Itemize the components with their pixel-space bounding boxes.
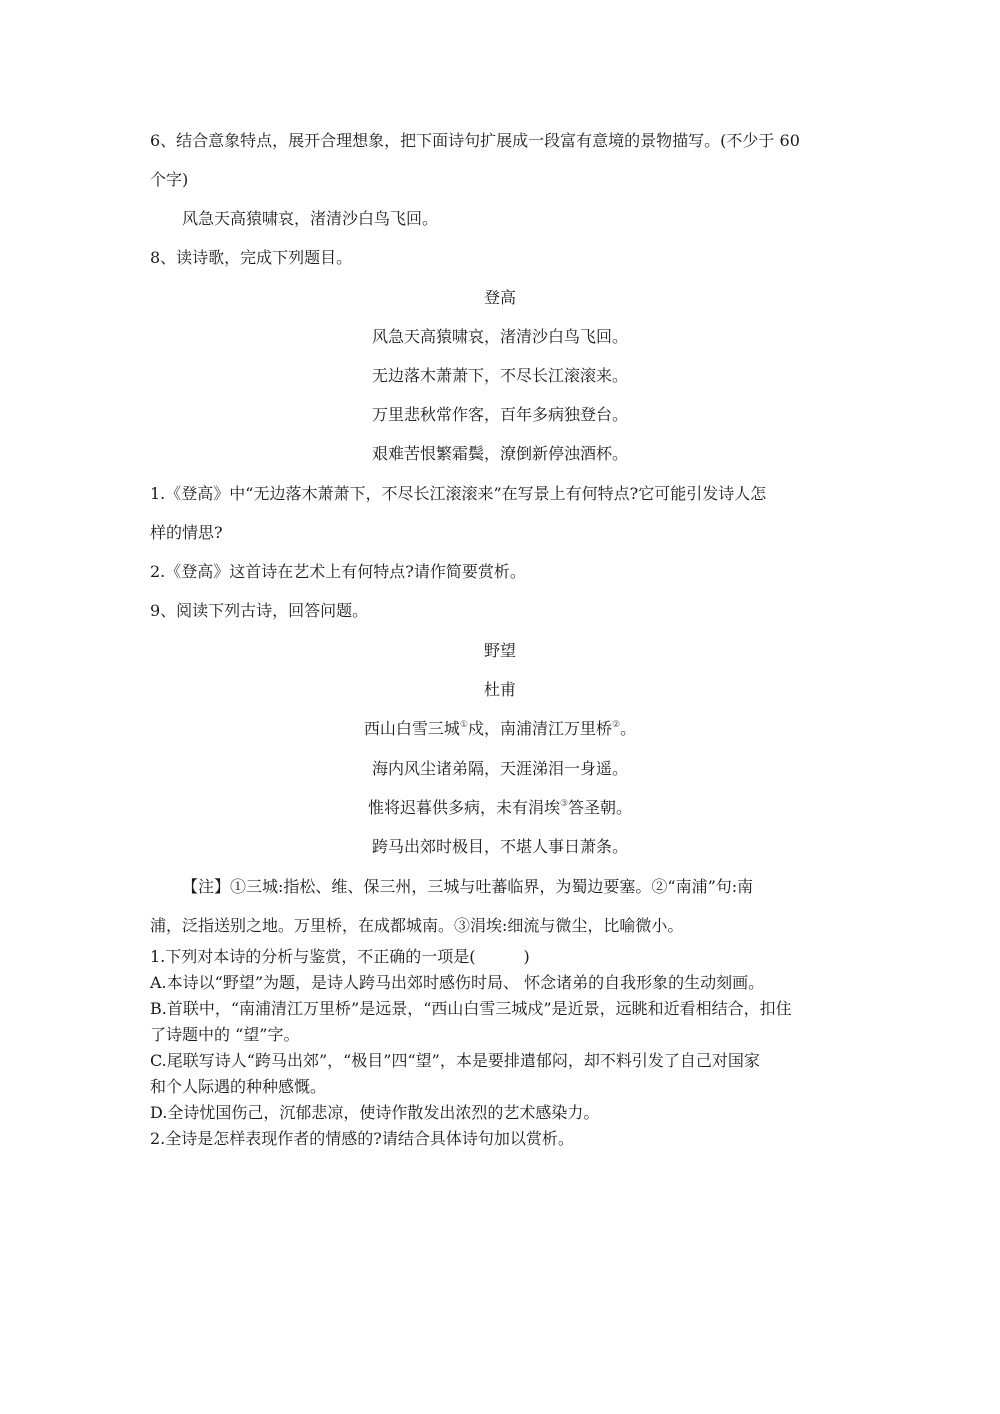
q9-poem-author: 杜甫 xyxy=(483,680,516,699)
q9-poem-line xyxy=(0,719,1000,739)
q9-poem-line: 跨马出郊时极目，不堪人事日萧条。 xyxy=(371,837,628,856)
option-b-line1: B.首联中，“南浦清江万里桥”是远景，“西山白雪三城戍”是近景，远眺和近看相结合，扣住 xyxy=(150,999,792,1018)
q8-prompt: 8、读诗歌，完成下列题目。 xyxy=(150,248,353,267)
option-d: D.全诗忧国伤己，沉郁悲凉，使诗作散发出浓烈的艺术感染力。 xyxy=(150,1103,600,1122)
q8-sub2: 2.《登高》这首诗在艺术上有何特点?请作简要赏析。 xyxy=(150,562,526,581)
footnote-marker: ① xyxy=(459,720,468,730)
q9-sub1: 1.下列对本诗的分析与鉴赏，不正确的一项是( ) xyxy=(150,947,530,966)
q9-note-line2: 浦，泛指送别之地。万里桥，在成都城南。③涓埃:细流与微尘，比喻微小。 xyxy=(150,916,684,935)
verse-text: 西山白雪三城 xyxy=(363,719,460,738)
q9-sub2: 2.全诗是怎样表现作者的情感的?请结合具体诗句加以赏析。 xyxy=(150,1129,574,1148)
q9-prompt: 9、阅读下列古诗，回答问题。 xyxy=(150,601,369,620)
q6-prompt-line1: 6、结合意象特点，展开合理想象，把下面诗句扩展成一段富有意境的景物描写。(不少于 60 xyxy=(150,131,800,150)
q9-note-line1: 【注】①三城:指松、维、保三州，三城与吐蕃临界，为蜀边要塞。②“南浦”句:南 xyxy=(182,877,754,896)
footnote-marker: ③ xyxy=(559,799,569,809)
verse-text: 答圣朝。 xyxy=(568,798,633,817)
verse-text: 惟将迟暮供多病，未有涓埃 xyxy=(367,798,560,817)
q9-poem-line: 海内风尘诸弟隔，天涯涕泪一身遥。 xyxy=(371,759,628,778)
option-b-line2: 了诗题中的 “望”字。 xyxy=(150,1025,300,1044)
q8-poem-line: 万里悲秋常作客，百年多病独登台。 xyxy=(371,405,628,424)
option-a: A.本诗以“野望”为题，是诗人跨马出郊时感伤时局、 怀念诸弟的自我形象的生动刻画。 xyxy=(150,973,765,992)
q8-sub1-line2: 样的情思? xyxy=(150,523,223,542)
q8-sub1-line1: 1.《登高》中“无边落木萧萧下，不尽长江滚滚来”在写景上有何特点?它可能引发诗人怎 xyxy=(150,484,767,503)
q8-poem-title: 登高 xyxy=(483,288,516,307)
verse-text: 戍，南浦清江万里桥 xyxy=(467,719,612,738)
q8-poem-line: 艰难苦恨繁霜鬓，潦倒新停浊酒杯。 xyxy=(371,444,628,463)
footnote-marker: ② xyxy=(612,720,621,730)
verse-text: 。 xyxy=(620,719,637,738)
q8-poem-line: 风急天高猿啸哀，渚清沙白鸟飞回。 xyxy=(371,327,628,346)
q6-prompt-line2: 个字) xyxy=(150,170,189,189)
option-c-line2: 和个人际遇的种种感慨。 xyxy=(150,1077,327,1096)
q9-poem-line xyxy=(0,798,1000,818)
q6-verse: 风急天高猿啸哀，渚清沙白鸟飞回。 xyxy=(182,209,439,228)
option-c-line1: C.尾联写诗人“跨马出郊”，“极目”四“望”，本是要排遣郁闷，却不料引发了自己对国家 xyxy=(150,1051,760,1070)
q8-poem-line: 无边落木萧萧下，不尽长江滚滚来。 xyxy=(371,366,628,385)
q9-poem-title: 野望 xyxy=(483,641,516,660)
